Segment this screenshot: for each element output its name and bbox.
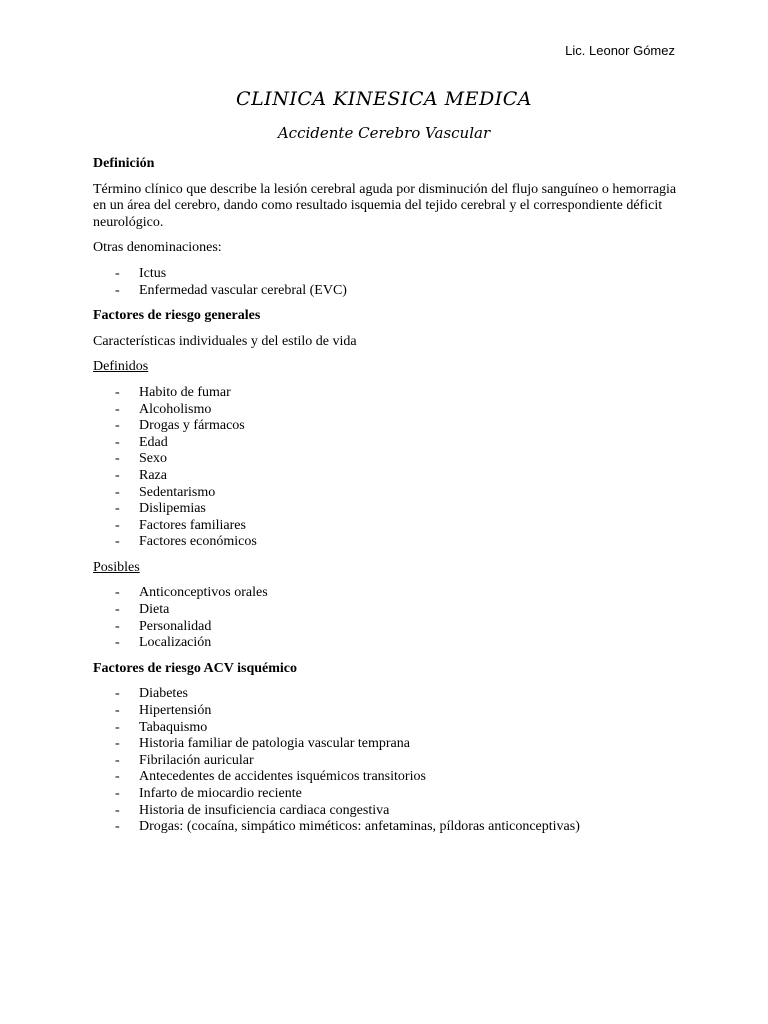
list-item bbox=[93, 451, 683, 468]
document-title: CLINICA KINESICA MEDICA bbox=[236, 88, 532, 110]
possible-label: Posibles bbox=[93, 559, 140, 575]
bullet-dash: - bbox=[115, 819, 120, 835]
bullet-dash: - bbox=[115, 265, 120, 281]
list-item bbox=[93, 266, 683, 283]
bullet-dash: - bbox=[115, 618, 120, 634]
bullet-dash: - bbox=[115, 484, 120, 500]
bullet-dash: - bbox=[115, 719, 120, 735]
bullet-dash: - bbox=[115, 282, 120, 298]
list-item bbox=[93, 585, 683, 602]
bullet-dash: - bbox=[115, 769, 120, 785]
bullet-dash: - bbox=[115, 534, 120, 550]
document-body bbox=[93, 156, 683, 836]
defined-label: Definidos bbox=[93, 359, 149, 375]
list-item bbox=[93, 619, 683, 636]
defined-risk-list bbox=[93, 385, 683, 551]
list-item-text: Alcoholismo bbox=[139, 401, 212, 417]
bullet-dash: - bbox=[115, 635, 120, 651]
list-item-text: Ictus bbox=[139, 265, 167, 281]
other-names-label: Otras denominaciones: bbox=[93, 240, 222, 256]
list-item bbox=[93, 635, 683, 652]
list-item-text: Historia familiar de patologia vascular temprana bbox=[139, 736, 410, 752]
other-names-list bbox=[93, 266, 683, 299]
bullet-dash: - bbox=[115, 418, 120, 434]
list-item bbox=[93, 686, 683, 703]
list-item-text: Historia de insuficiencia cardiaca congestiva bbox=[139, 802, 390, 818]
document-subtitle: Accidente Cerebro Vascular bbox=[277, 124, 491, 142]
list-item-text: Tabaquismo bbox=[139, 719, 208, 735]
bullet-dash: - bbox=[115, 786, 120, 801]
list-item bbox=[93, 518, 683, 535]
bullet-dash: - bbox=[115, 467, 120, 483]
bullet-dash: - bbox=[115, 602, 120, 618]
ischemic-risk-list bbox=[93, 686, 683, 835]
list-item-text: Raza bbox=[139, 467, 167, 483]
bullet-dash: - bbox=[115, 736, 120, 752]
list-item bbox=[93, 402, 683, 419]
list-item-text: Localización bbox=[139, 635, 212, 651]
bullet-dash: - bbox=[115, 703, 120, 719]
bullet-dash: - bbox=[115, 501, 120, 517]
list-item-text: Antecedentes de accidentes isquémicos transitorios bbox=[139, 769, 426, 785]
list-item bbox=[93, 736, 683, 753]
list-item bbox=[93, 283, 683, 300]
list-item bbox=[93, 435, 683, 452]
author-name: Lic. Leonor Gómez bbox=[565, 43, 675, 58]
possible-risk-list bbox=[93, 585, 683, 651]
list-item-text: Enfermedad vascular cerebral (EVC) bbox=[139, 282, 347, 298]
list-item-text: Factores familiares bbox=[139, 517, 246, 533]
bullet-dash: - bbox=[115, 752, 120, 768]
list-item-text: Habito de fumar bbox=[139, 384, 231, 400]
list-item bbox=[93, 468, 683, 485]
bullet-dash: - bbox=[115, 585, 120, 601]
list-item bbox=[93, 485, 683, 502]
general-risk-intro: Características individuales y del estilo de vida bbox=[93, 333, 357, 349]
ischemic-risk-heading: Factores de riesgo ACV isquémico bbox=[93, 660, 298, 676]
definition-heading: Definición bbox=[93, 156, 155, 171]
list-item bbox=[93, 803, 683, 820]
general-risk-heading: Factores de riesgo generales bbox=[93, 308, 261, 324]
list-item bbox=[93, 720, 683, 737]
list-item-text: Factores económicos bbox=[139, 534, 257, 550]
list-item-text: Sedentarismo bbox=[139, 484, 216, 500]
bullet-dash: - bbox=[115, 451, 120, 467]
list-item-text: Drogas y fármacos bbox=[139, 418, 245, 434]
list-item-text: Hipertensión bbox=[139, 703, 212, 719]
list-item-text: Fibrilación auricular bbox=[139, 752, 254, 768]
list-item-text: Edad bbox=[139, 434, 168, 450]
list-item bbox=[93, 819, 683, 836]
bullet-dash: - bbox=[115, 384, 120, 400]
list-item-text: Sexo bbox=[139, 451, 167, 467]
list-item bbox=[93, 602, 683, 619]
list-item-text: Diabetes bbox=[139, 686, 188, 702]
list-item bbox=[93, 501, 683, 518]
bullet-dash: - bbox=[115, 401, 120, 417]
bullet-dash: - bbox=[115, 802, 120, 818]
list-item-text: Dieta bbox=[139, 602, 170, 618]
list-item bbox=[93, 703, 683, 720]
definition-paragraph: Término clínico que describe la lesión cerebral aguda por disminución del flujo sanguíneo o hemorragia en un área del cerebro, dando como resultado isquemia del tejido cerebral y el correspondiente déficit neurológico. bbox=[93, 181, 677, 230]
bullet-dash: - bbox=[115, 517, 120, 533]
list-item-text: Drogas: (cocaína, simpático miméticos: anfetaminas, píldoras anticonceptivas) bbox=[139, 819, 580, 835]
list-item-text: Infarto de miocardio reciente bbox=[139, 786, 302, 801]
bullet-dash: - bbox=[115, 686, 120, 702]
list-item bbox=[93, 418, 683, 435]
list-item-text: Personalidad bbox=[139, 618, 212, 634]
list-item bbox=[93, 385, 683, 402]
list-item bbox=[93, 786, 683, 803]
list-item bbox=[93, 534, 683, 551]
list-item bbox=[93, 769, 683, 786]
bullet-dash: - bbox=[115, 434, 120, 450]
list-item-text: Anticonceptivos orales bbox=[139, 585, 268, 601]
list-item bbox=[93, 753, 683, 770]
list-item-text: Dislipemias bbox=[139, 501, 206, 517]
